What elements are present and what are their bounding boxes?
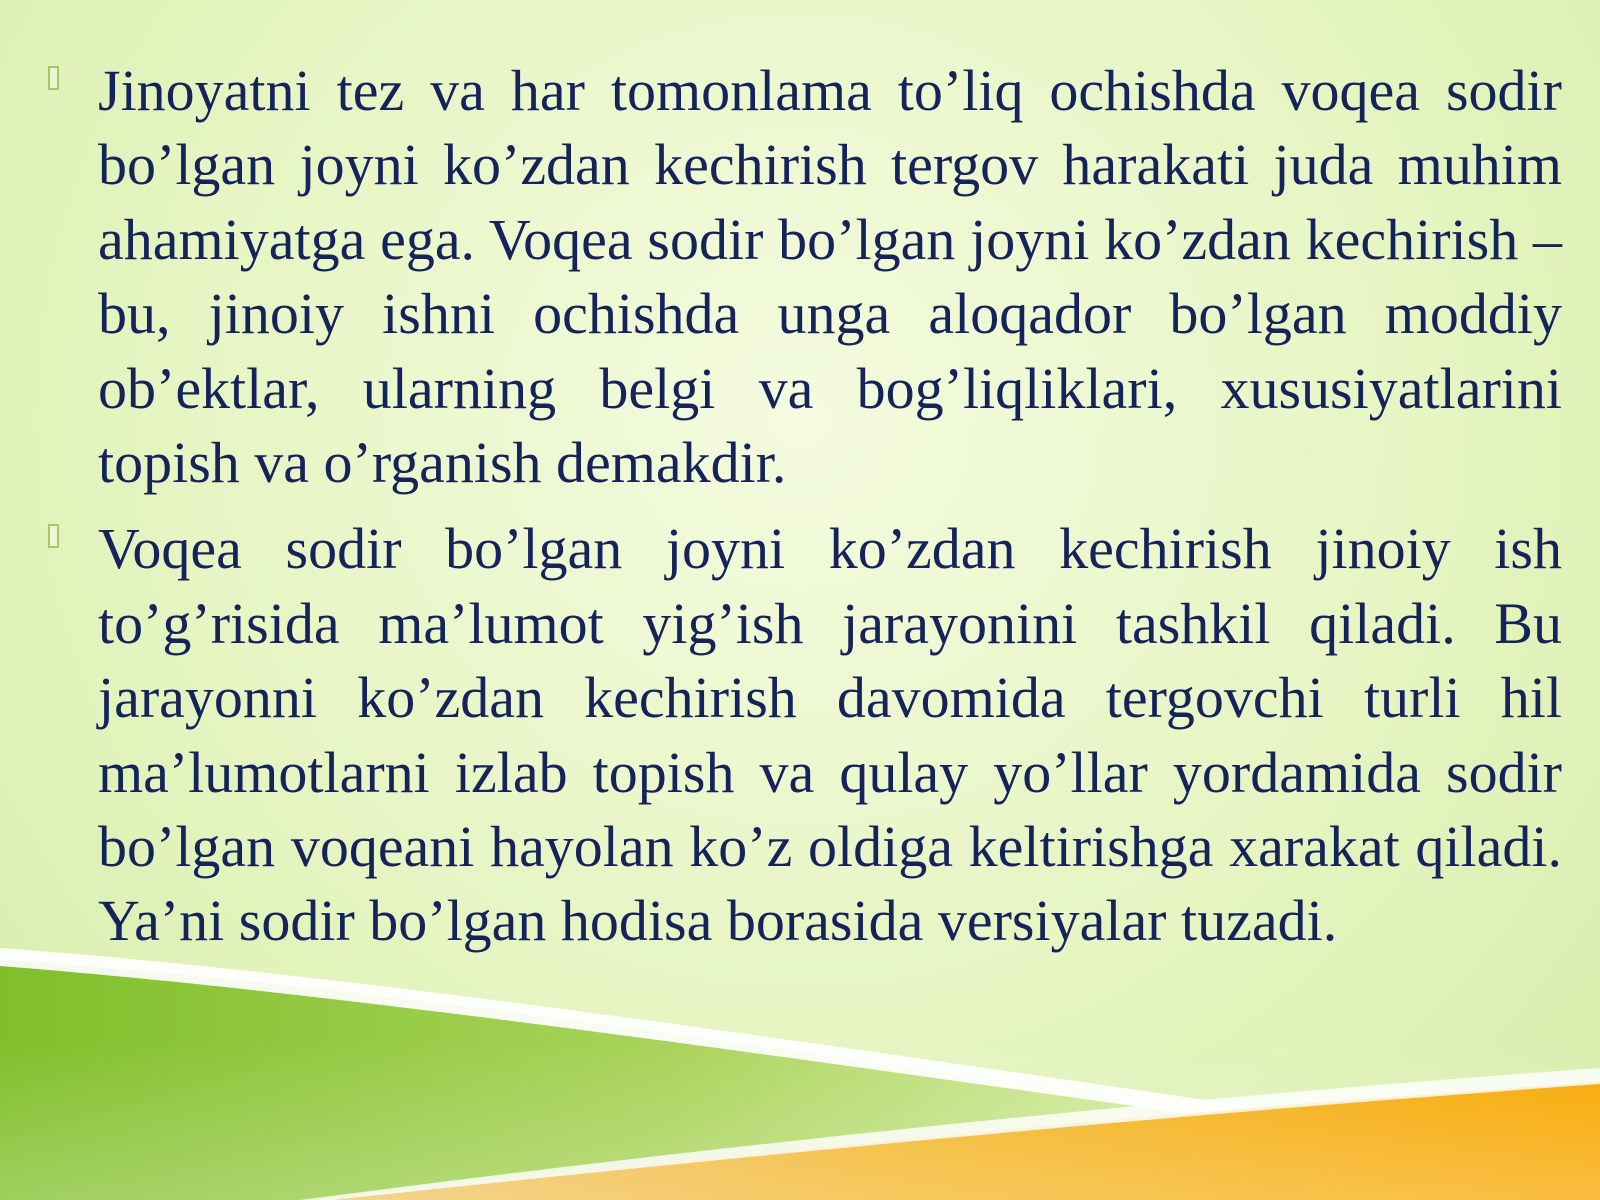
slide-content	[48, 54, 1562, 971]
paragraph-text: Voqea sodir bo’lgan joyni ko’zdan kechirish jinoiy ish to’g’risida ma’lumot yig’ish jarayonini tashkil qiladi. Bu jarayonni ko’zdan kechirish davomida tergovchi turli hil ma’lumotlarni izlab topish va qulay yo’llar yordamida sodir bo’lgan voqeani hayolan ko’z oldiga keltirishga xarakat qiladi. Ya’ni sodir bo’lgan hodisa borasida versiyalar tuzadi.	[98, 516, 1562, 954]
bullet-paragraph-1	[48, 54, 1562, 500]
bullet-paragraph-2	[48, 512, 1562, 958]
square-bullet-icon	[48, 512, 98, 553]
paragraph-text: Jinoyatni tez va har tomonlama to’liq ochishda voqea sodir bo’lgan joyni ko’zdan kechirish tergov harakati juda muhim ahamiyatga ega. Voqea sodir bo’lgan joyni ko’zdan kechirish – bu, jinoiy ishni ochishda unga aloqador bo’lgan moddiy ob’ektlar, ularning belgi va bog’liqliklari, xususiyatlarini topish va o’rganish demakdir.	[98, 58, 1562, 496]
square-bullet-icon	[48, 54, 98, 95]
bullet-box-shape	[48, 66, 59, 90]
bullet-box-shape	[48, 524, 59, 548]
bottom-soft-glow	[0, 1040, 1600, 1200]
